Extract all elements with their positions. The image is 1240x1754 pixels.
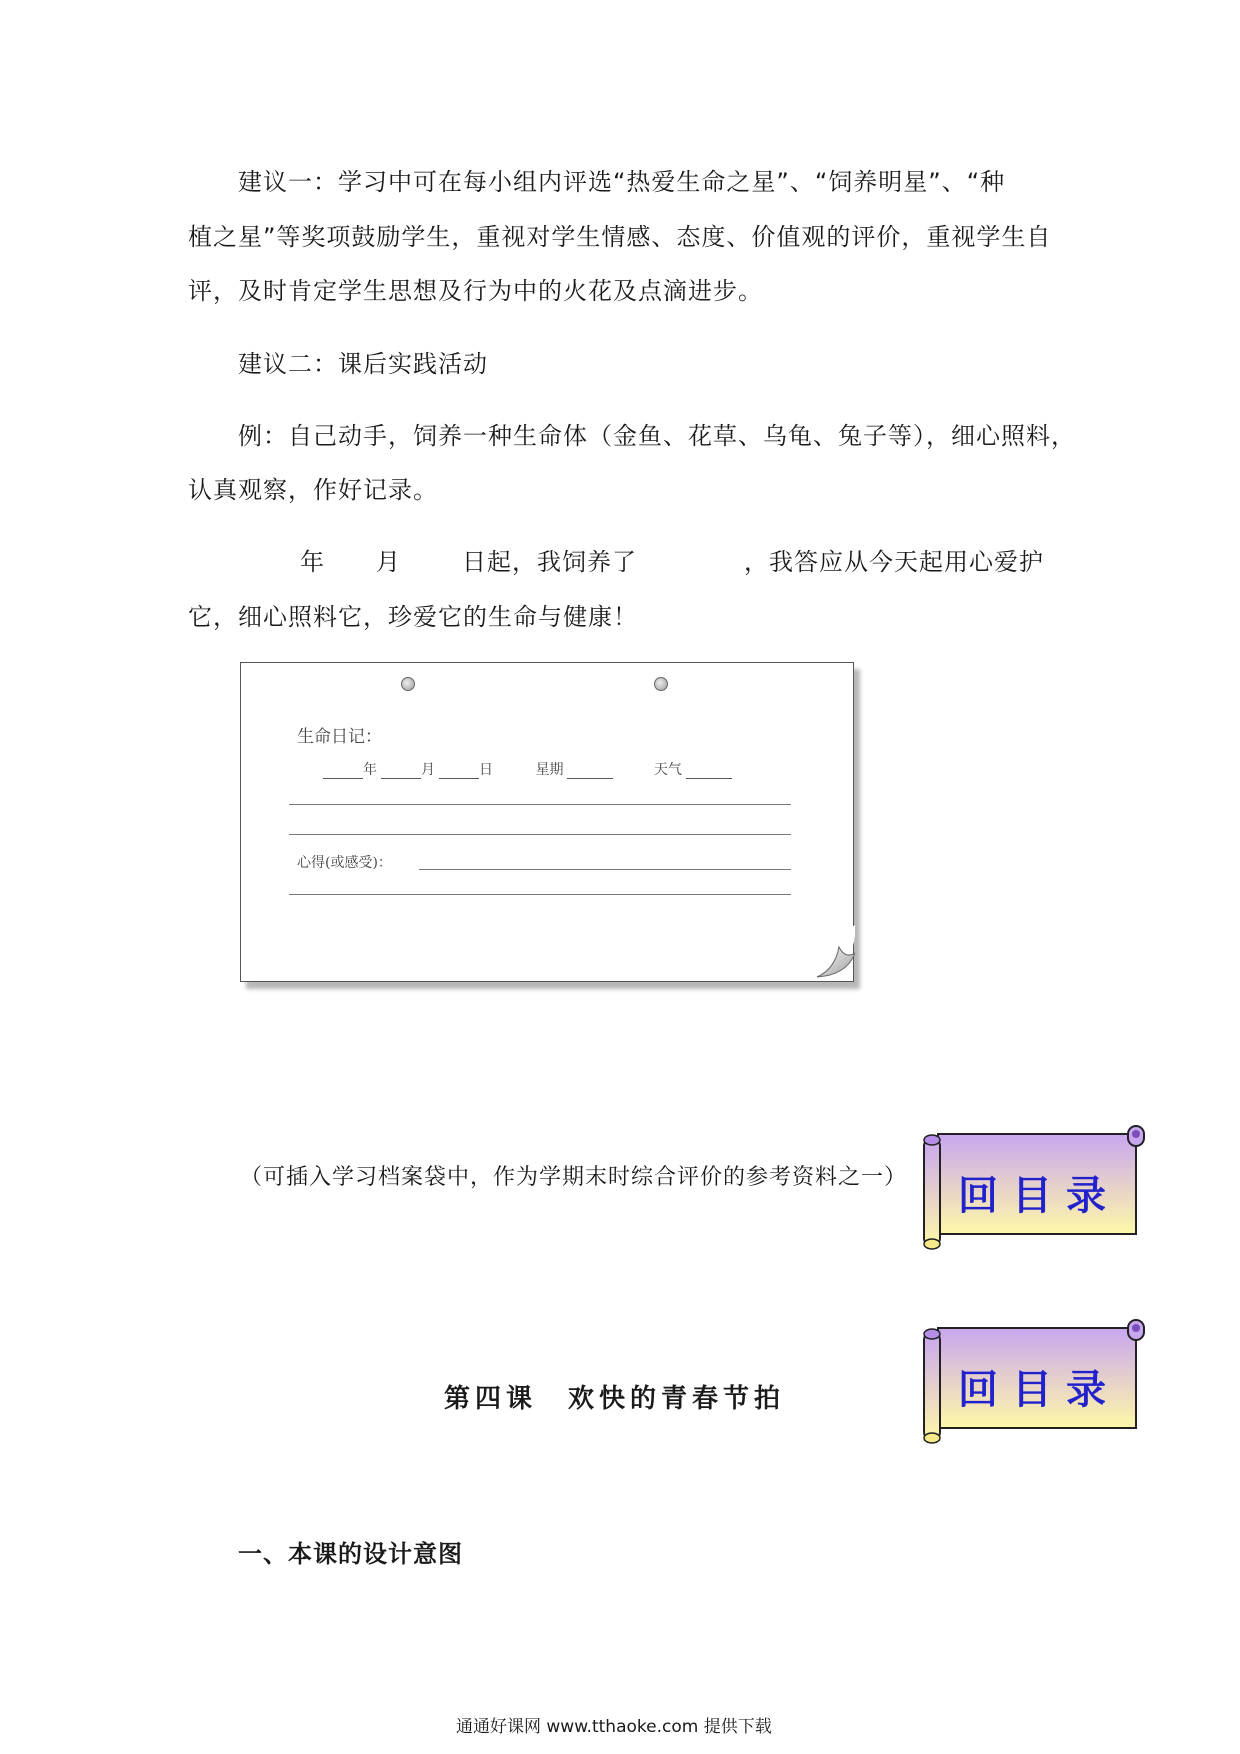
diary-weekday-label: 星期 (535, 762, 564, 778)
back-to-contents-button-1[interactable] (918, 1122, 1148, 1250)
day-blank[interactable] (439, 760, 479, 779)
binder-hole-left (401, 677, 415, 691)
suggestion-one-line-2: 植之星”等奖项鼓励学生，重视对学生情感、态度、价值观的评价，重视学生自 (188, 223, 1052, 251)
pledge-year: 年 (300, 548, 325, 576)
diary-month-label: 月 (421, 762, 435, 778)
suggestion-one-line-3: 评，及时肯定学生思想及行为中的火花及点滴进步。 (188, 277, 763, 305)
page-footer: 通通好课网 www.tthaoke.com 提供下载 (456, 1717, 772, 1737)
back-to-contents-label: 回目录 (958, 1172, 1120, 1219)
example-line-1: 例：自己动手，饲养一种生命体（金鱼、花草、乌龟、兔子等），细心照料， (238, 422, 1076, 450)
diary-date-row (323, 759, 732, 779)
pledge-month: 月 (376, 548, 401, 576)
pledge-rest-text: ，我答应从今天起用心爱护 (744, 548, 1044, 576)
weekday-blank[interactable] (567, 760, 613, 779)
month-blank[interactable] (381, 760, 421, 779)
diary-feelings-label: 心得(或感受)： (297, 855, 392, 871)
archive-note: （可插入学习档案袋中，作为学期末时综合评价的参考资料之一） (240, 1165, 908, 1190)
suggestion-two: 建议二：课后实践活动 (238, 350, 488, 378)
diary-line-1 (289, 804, 791, 805)
diary-title: 生命日记： (297, 727, 382, 747)
section-heading: 一、本课的设计意图 (238, 1540, 463, 1568)
diary-day-label: 日 (479, 762, 493, 778)
life-diary-card (240, 662, 854, 982)
pledge-day-text: 日起，我饲养了 (462, 548, 637, 576)
back-to-contents-button-2[interactable] (918, 1316, 1148, 1444)
pledge-line-2: 它，细心照料它，珍爱它的生命与健康！ (188, 603, 638, 631)
diary-year-label: 年 (363, 762, 377, 778)
weather-blank[interactable] (686, 760, 732, 779)
suggestion-one-line-1: 建议一：学习中可在每小组内评选“热爱生命之星”、“饲养明星”、“种 (238, 168, 1006, 196)
diary-feelings-line[interactable] (419, 869, 791, 870)
year-blank[interactable] (323, 760, 363, 779)
diary-line-3 (289, 894, 791, 895)
example-line-2: 认真观察，作好记录。 (188, 476, 438, 504)
back-to-contents-label: 回目录 (958, 1366, 1120, 1413)
diary-line-2 (289, 834, 791, 835)
binder-hole-right (654, 677, 668, 691)
page-curl-icon (801, 925, 855, 981)
lesson-title: 第四课 欢快的青春节拍 (444, 1384, 786, 1414)
diary-weather-label: 天气 (653, 762, 682, 778)
